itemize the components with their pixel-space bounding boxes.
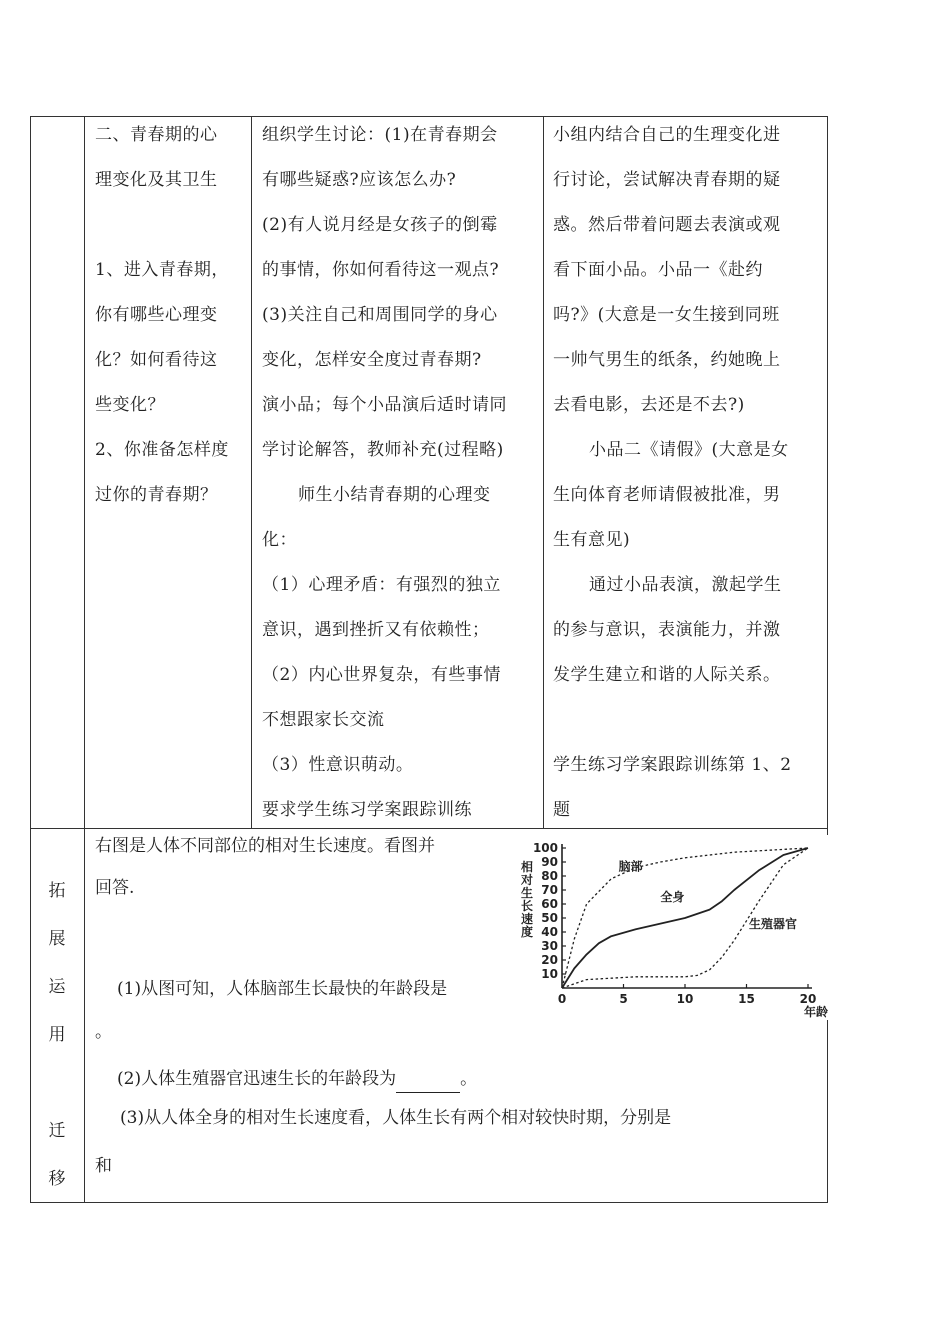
cell-line: 意识，遇到挫折又有依赖性； xyxy=(262,620,490,640)
growth-chart xyxy=(515,835,828,1020)
cell-line: 小组内结合自己的生理变化进 xyxy=(553,125,781,145)
extension-intro xyxy=(95,832,515,902)
series-label: 生殖器官 xyxy=(748,916,797,931)
question-3-text: (3)从人体全身的相对生长速度看，人体生长有两个相对较快时期，分别是 xyxy=(120,1108,672,1128)
teacher-activity-cell xyxy=(262,113,538,833)
x-axis-label: 年龄 xyxy=(804,1005,828,1019)
cell-line: （1）心理矛盾：有强烈的独立 xyxy=(262,575,501,595)
cell-line: 过你的青春期？ xyxy=(95,485,218,505)
y-axis-label: 相对生长速度 xyxy=(521,860,534,939)
question-3 xyxy=(120,1104,825,1132)
question-2-text: (2)人体生殖器官迅速生长的年龄段为 xyxy=(117,1069,397,1089)
y-tick-label: 100 xyxy=(532,841,558,855)
section-label-char: 迁 xyxy=(48,1121,66,1141)
x-tick-label: 5 xyxy=(619,992,628,1006)
cell-line: 组织学生讨论：(1)在青春期会 xyxy=(262,125,498,145)
cell-line: （2）内心世界复杂，有些事情 xyxy=(262,665,501,685)
question-1 xyxy=(117,975,517,1003)
x-tick-label: 0 xyxy=(557,992,567,1006)
question-3-tail: 和 xyxy=(95,1156,112,1176)
cell-line: (2)有人说月经是女孩子的倒霉 xyxy=(262,215,498,235)
question-1-tail: 。 xyxy=(95,1022,112,1042)
cell-line: 题 xyxy=(553,800,571,820)
answer-blank[interactable] xyxy=(396,1074,460,1093)
cell-line: 2、你准备怎样度 xyxy=(95,440,229,460)
y-tick-label: 40 xyxy=(541,925,558,939)
cell-line: (3)关注自己和周围同学的身心 xyxy=(262,305,498,325)
table-divider xyxy=(543,116,544,829)
cell-line: 些变化？ xyxy=(95,395,165,415)
cell-line: 小品二《请假》(大意是女 xyxy=(589,440,789,460)
cell-line: 通过小品表演，激起学生 xyxy=(589,575,782,595)
section-label-char: 运 xyxy=(48,977,66,997)
section-label-char: 拓 xyxy=(48,881,66,901)
cell-line: 学讨论解答，教师补充(过程略) xyxy=(262,440,504,460)
y-tick-label: 70 xyxy=(541,883,558,897)
cell-line: 1、进入青春期， xyxy=(95,260,229,280)
y-tick-label: 90 xyxy=(541,855,558,869)
cell-line: 理变化及其卫生 xyxy=(95,170,218,190)
y-tick-label: 20 xyxy=(541,953,558,967)
cell-line: 有哪些疑惑?应该怎么办? xyxy=(262,170,457,190)
cell-line: 演小品；每个小品演后适时请同 xyxy=(262,395,507,415)
cell-line: 行讨论，尝试解决青春期的疑 xyxy=(553,170,781,190)
cell-line: 化： xyxy=(262,530,297,550)
cell-line: 生向体育老师请假被批准，男 xyxy=(553,485,781,505)
section-label-extension xyxy=(30,876,84,1189)
y-tick-label: 80 xyxy=(541,869,558,883)
series-label: 脑部 xyxy=(618,859,643,874)
student-activity-cell xyxy=(553,113,821,833)
cell-line: 变化，怎样安全度过青春期? xyxy=(262,350,482,370)
question-2: (2)人体生殖器官迅速生长的年龄段为 。 xyxy=(117,1065,537,1093)
table-divider xyxy=(84,116,85,1203)
cell-line: 不想跟家长交流 xyxy=(262,710,385,730)
x-tick-label: 10 xyxy=(676,992,694,1006)
cell-line xyxy=(553,698,821,743)
series-label: 全身 xyxy=(660,890,685,905)
intro-line-2: 回答. xyxy=(95,878,135,898)
cell-line: 你有哪些心理变 xyxy=(95,305,218,325)
section-label-char: 展 xyxy=(48,929,66,949)
x-tick-label: 15 xyxy=(738,992,755,1006)
topic-cell xyxy=(95,113,245,518)
cell-line: 看下面小品。小品一《赴约 xyxy=(553,260,763,280)
y-tick-label: 30 xyxy=(541,939,558,953)
cell-line: 惑。然后带着问题去表演或观 xyxy=(553,215,781,235)
cell-line: 吗?》(大意是一女生接到同班 xyxy=(553,305,780,325)
cell-line: 师生小结青春期的心理变 xyxy=(298,485,491,505)
cell-line: 要求学生练习学案跟踪训练 xyxy=(262,800,472,820)
cell-line: 的事情，你如何看待这一观点? xyxy=(262,260,500,280)
cell-line: 学生练习学案跟踪训练第 1、2 xyxy=(553,755,792,775)
cell-line: 二、青春期的心 xyxy=(95,125,218,145)
y-tick-label: 60 xyxy=(541,897,558,911)
section-label-char: 移 xyxy=(48,1169,66,1189)
cell-line: 去看电影，去还是不去?) xyxy=(553,395,745,415)
x-tick-label: 20 xyxy=(799,992,817,1006)
cell-line: 一帅气男生的纸条，约她晚上 xyxy=(553,350,781,370)
cell-line xyxy=(95,203,245,248)
cell-line: （3）性意识萌动。 xyxy=(262,755,414,775)
cell-line: 生有意见) xyxy=(553,530,631,550)
y-tick-label: 10 xyxy=(541,967,558,981)
table-divider xyxy=(251,116,252,829)
cell-line: 的参与意识，表演能力，并激 xyxy=(553,620,781,640)
cell-line: 化？如何看待这 xyxy=(95,350,218,370)
y-tick-label: 50 xyxy=(541,911,558,925)
intro-line-1: 右图是人体不同部位的相对生长速度。看图并 xyxy=(95,836,435,856)
question-1-text: (1)从图可知，人体脑部生长最快的年龄段是 xyxy=(117,979,448,999)
section-label-char: 用 xyxy=(48,1025,66,1045)
cell-line: 发学生建立和谐的人际关系。 xyxy=(553,665,781,685)
